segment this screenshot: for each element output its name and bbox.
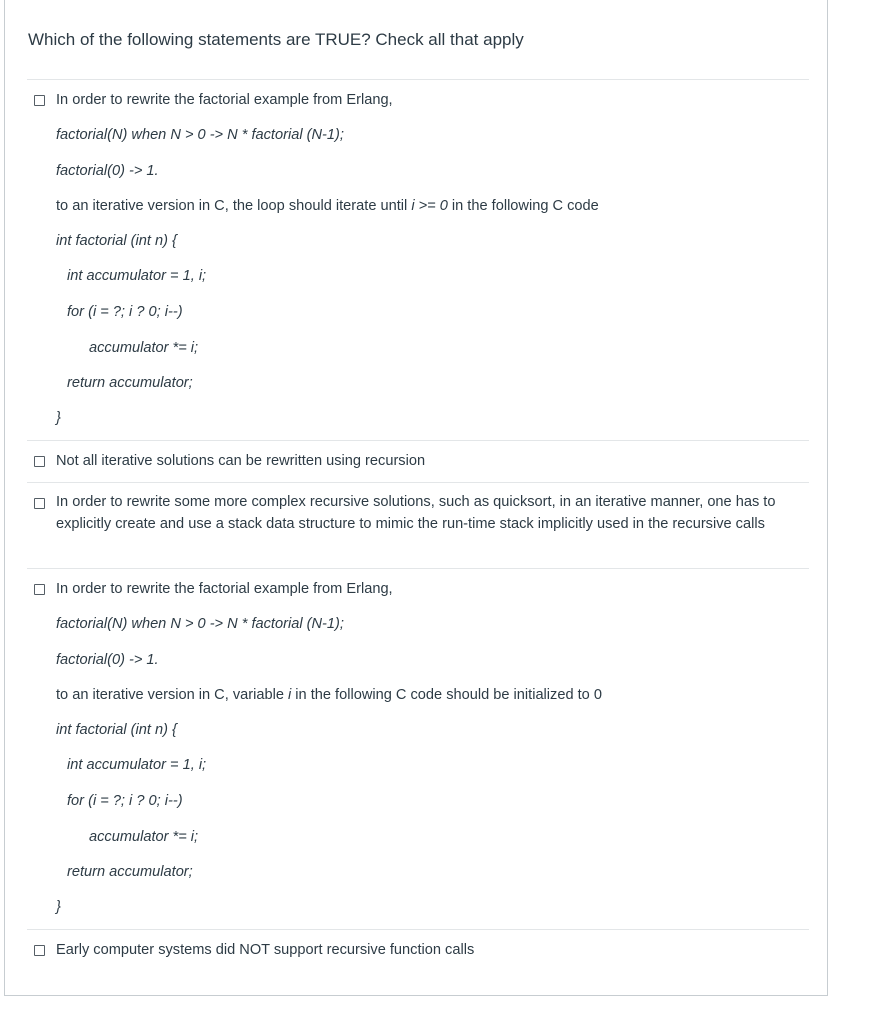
answer-checkbox-4[interactable] bbox=[34, 584, 45, 595]
option-text: Not all iterative solutions can be rewritten using recursion bbox=[56, 453, 426, 469]
c-code-line: accumulator *= i; bbox=[89, 829, 199, 845]
c-code-line: return accumulator; bbox=[67, 864, 193, 880]
c-code-line: return accumulator; bbox=[67, 375, 193, 391]
statement-text: in the following C code should be initialized to 0 bbox=[291, 687, 602, 703]
statement-emphasis: i >= 0 bbox=[411, 198, 448, 214]
divider bbox=[27, 568, 809, 569]
option-intro: In order to rewrite the factorial example from Erlang, bbox=[56, 581, 393, 597]
c-code-line: int factorial (int n) { bbox=[56, 722, 177, 738]
statement-text: to an iterative version in C, the loop should iterate until bbox=[56, 198, 412, 214]
c-code-line: } bbox=[56, 410, 61, 426]
option-statement bbox=[56, 196, 599, 216]
answer-checkbox-1[interactable] bbox=[34, 95, 45, 106]
option-statement bbox=[56, 685, 602, 705]
option-text: Early computer systems did NOT support recursive function calls bbox=[56, 942, 475, 958]
c-code-line: } bbox=[56, 899, 61, 915]
c-code-line: accumulator *= i; bbox=[89, 340, 199, 356]
question-text: Which of the following statements are TRUE? Check all that apply bbox=[28, 30, 524, 49]
answer-checkbox-5[interactable] bbox=[34, 945, 45, 956]
erlang-code-line: factorial(N) when N > 0 -> N * factorial (N-1); bbox=[56, 127, 344, 143]
statement-text: in the following C code bbox=[447, 198, 599, 214]
divider bbox=[27, 440, 809, 441]
c-code-line: for (i = ?; i ? 0; i--) bbox=[67, 304, 183, 320]
answer-checkbox-2[interactable] bbox=[34, 456, 45, 467]
question-card bbox=[4, 0, 828, 996]
statement-emphasis: i bbox=[288, 687, 292, 703]
erlang-code-line: factorial(0) -> 1. bbox=[56, 163, 159, 179]
answer-checkbox-3[interactable] bbox=[34, 498, 45, 509]
divider bbox=[27, 79, 809, 80]
c-code-line: int accumulator = 1, i; bbox=[67, 268, 207, 284]
c-code-line: for (i = ?; i ? 0; i--) bbox=[67, 793, 183, 809]
erlang-code-line: factorial(N) when N > 0 -> N * factorial (N-1); bbox=[56, 616, 344, 632]
erlang-code-line: factorial(0) -> 1. bbox=[56, 652, 159, 668]
c-code-line: int factorial (int n) { bbox=[56, 233, 177, 249]
statement-text: to an iterative version in C, variable bbox=[56, 687, 288, 703]
divider bbox=[27, 482, 809, 483]
option-intro: In order to rewrite the factorial example from Erlang, bbox=[56, 92, 393, 108]
c-code-line: int accumulator = 1, i; bbox=[67, 757, 207, 773]
option-text: In order to rewrite some more complex recursive solutions, such as quicksort, in an iterative manner, one has to explicitly create and use a stack data structure to mimic the run-time stack implicitly used in the recursive calls bbox=[56, 494, 776, 532]
divider bbox=[27, 929, 809, 930]
